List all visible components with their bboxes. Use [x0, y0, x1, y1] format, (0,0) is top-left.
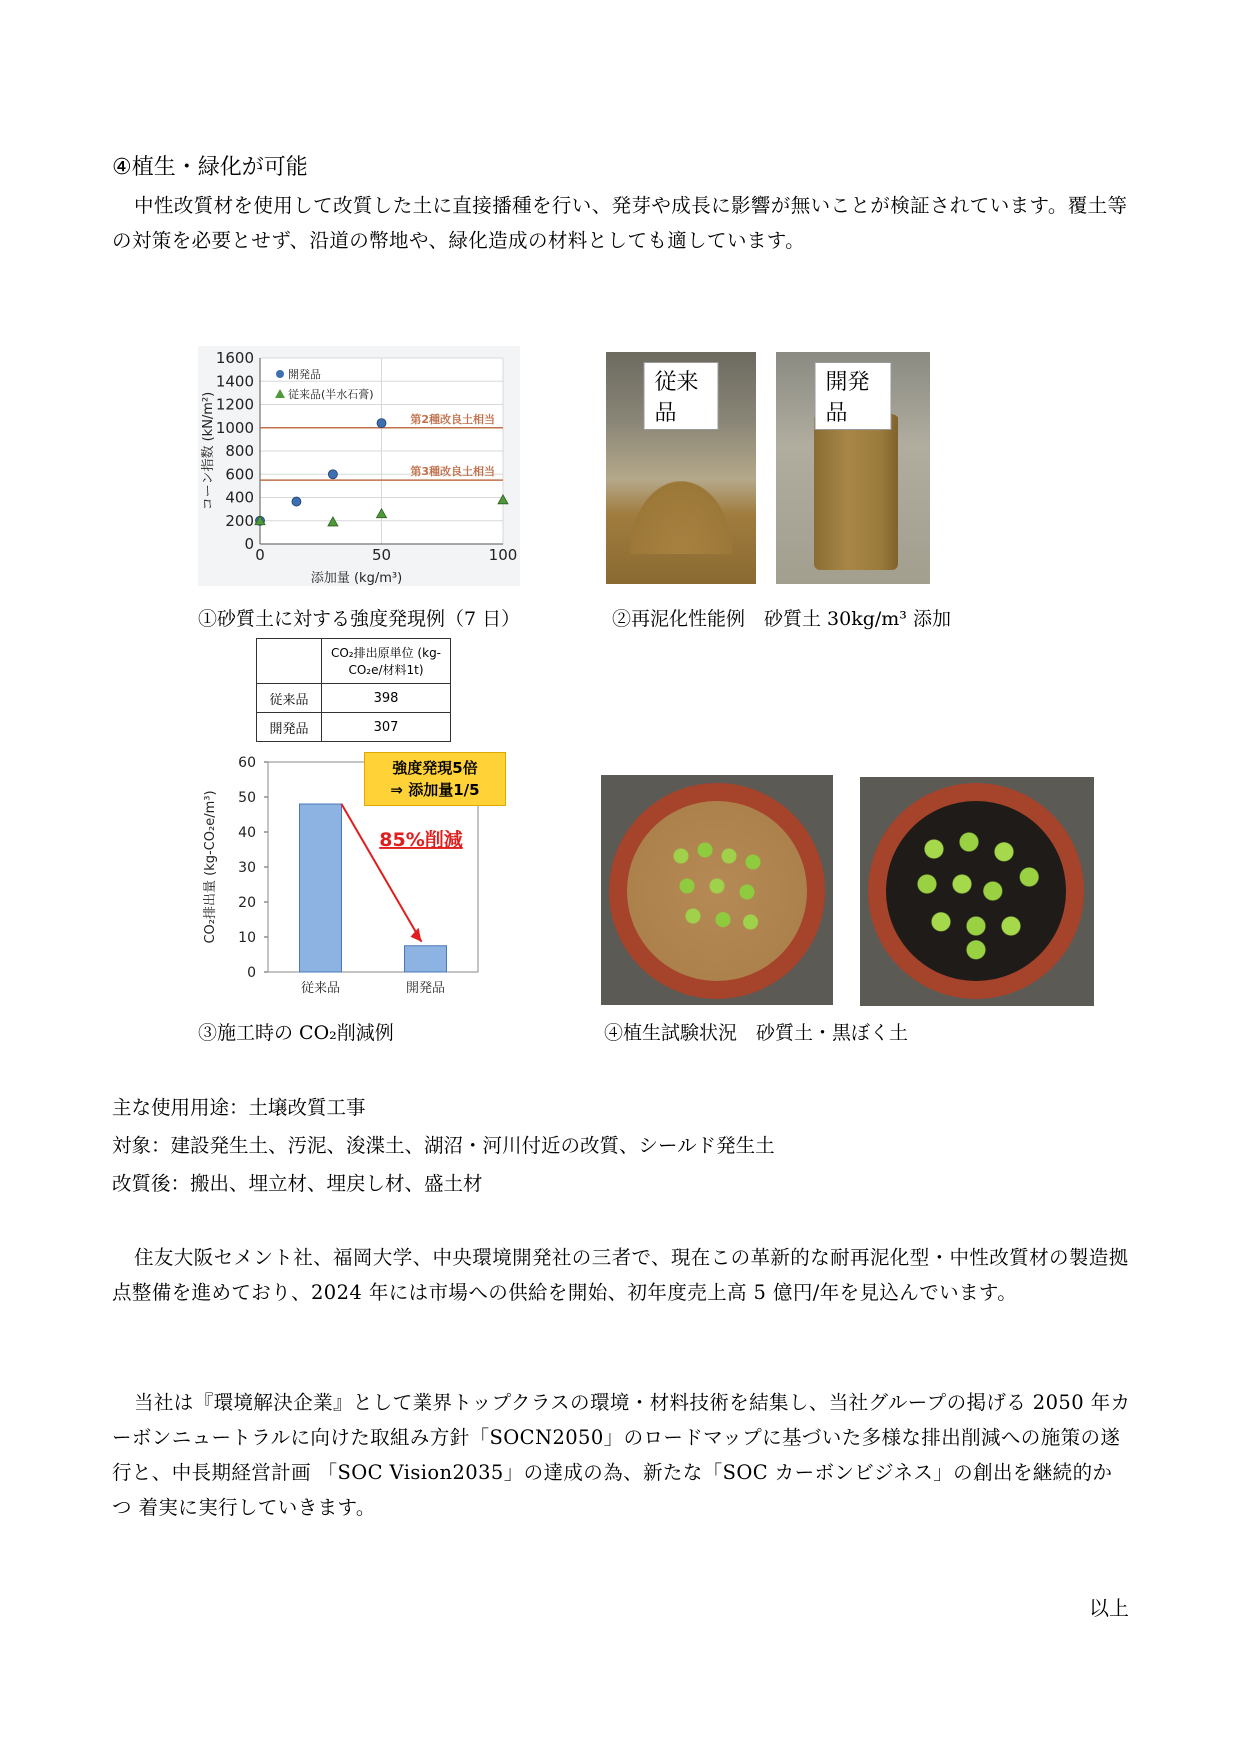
seedlings-sandy	[657, 826, 777, 946]
y-tick-label: 400	[225, 488, 254, 507]
usage-line-1: 主な使用用途：土壌改質工事	[112, 1096, 366, 1119]
section-title: ④植生・緑化が可能	[112, 155, 308, 180]
paragraph-3: 当社は『環境解決企業』として業界トップクラスの環境・材料技術を結集し、当社グループの掲げる 2050 年カーボンニュートラルに向けた取組み方針「SOCN2050」のロードマップに基づいた多様な排出削減への施策の遂行と、中長期経営計画 「SOC Vision2035」の達成の為、新たな「SOC カーボンビジネス」の創出を継続的かつ 着実に実行していきます。	[112, 1391, 1131, 1519]
photo-label-developed: 開発品	[815, 362, 892, 430]
table-row	[257, 713, 451, 742]
section-paragraph: 中性改質材を使用して改質した土に直接播種を行い、発芽や成長に影響が無いことが検証されています。覆土等の対策を必要とせず、沿道の幣地や、緑化造成の材料としても適しています。	[112, 194, 1128, 252]
y-axis-label: コーン指数 (kN/m²)	[201, 391, 216, 511]
callout-line2: ⇒ 添加量1/5	[390, 781, 480, 799]
reference-line-label: 第2種改良土相当	[410, 412, 495, 426]
y-tick-label: 1600	[215, 349, 254, 367]
y-tick-label: 200	[225, 511, 254, 530]
y-tick-label: 1200	[215, 395, 254, 414]
soil-black	[886, 801, 1066, 981]
co2-row-label: 開発品	[257, 713, 322, 742]
co2-table-wrap	[256, 638, 451, 742]
x-axis-label: 添加量 (kg/m³)	[310, 571, 403, 586]
soil-cylinder	[814, 410, 898, 570]
fig4-caption: ④植生試験状況 砂質土・黒ぼく土	[604, 1022, 909, 1044]
fig2-caption: ②再泥化性能例 砂質土 30kg/m³ 添加	[612, 608, 951, 630]
callout-line1: 強度発現5倍	[392, 759, 478, 777]
y-tick-label: 1000	[215, 418, 254, 437]
sand-pile	[621, 469, 741, 554]
reference-line-label: 第3種改良土相当	[410, 465, 495, 479]
usage-line-3: 改質後：搬出、埋立材、埋戻し材、盛土材	[112, 1172, 483, 1195]
x-tick-label: 0	[255, 546, 265, 564]
x-tick-label: 従来品	[300, 981, 341, 996]
co2-row-value: 398	[322, 684, 451, 713]
strength-chart	[198, 346, 520, 586]
fig1-caption: ①砂質土に対する強度発現例（7 日）	[198, 608, 521, 630]
pot-black	[868, 783, 1084, 999]
photo-developed	[776, 352, 930, 584]
reduction-label: 85%削減	[379, 829, 463, 851]
photo-label-conventional: 従来品	[644, 362, 719, 430]
data-point	[328, 470, 337, 479]
co2-row-label: 従来品	[257, 684, 322, 713]
legend-label: 従来品(半水石膏)	[288, 388, 374, 401]
table-row	[257, 684, 451, 713]
y-tick-label: 600	[225, 465, 254, 484]
y-tick-label: 50	[238, 790, 256, 806]
y-tick-label: 0	[244, 535, 254, 553]
reduction-arrow	[342, 804, 422, 942]
paragraph-2: 住友大阪セメント社、福岡大学、中央環境開発社の三者で、現在この革新的な耐再泥化型・中性改質材の製造拠点整備を進めており、2024 年には市場への供給を開始、初年度売上高 5 億円/年を見込んでいます。	[112, 1246, 1129, 1304]
legend-label: 開発品	[288, 368, 321, 381]
fig3-caption: ③施工時の CO₂削減例	[198, 1022, 394, 1044]
reduction-arrow-head	[411, 928, 422, 942]
co2-table	[256, 638, 451, 742]
x-tick-label: 50	[371, 546, 392, 564]
co2-table-header: CO₂排出原単位 (kg-CO₂e/材料1t)	[322, 639, 451, 684]
co2-row-value: 307	[322, 713, 451, 742]
bar	[405, 946, 447, 972]
pot-sandy	[609, 783, 825, 999]
y-tick-label: 40	[238, 825, 256, 841]
y-tick-label: 30	[238, 860, 256, 876]
bar	[300, 804, 342, 972]
y-tick-label: 10	[238, 930, 256, 946]
photo-planting-black	[860, 777, 1094, 1006]
strength-callout	[364, 752, 506, 806]
y-tick-label: 20	[238, 895, 256, 911]
y-axis-label: CO₂排出量 (kg-CO₂e/m³)	[203, 790, 218, 944]
strength-chart-svg	[198, 346, 520, 586]
usage-line-2: 対象：建設発生土、汚泥、浚渫土、湖沼・河川付近の改質、シールド発生土	[112, 1134, 775, 1157]
seedlings-black	[906, 821, 1046, 961]
photo-conventional	[606, 352, 756, 584]
y-tick-label: 0	[247, 965, 256, 981]
photo-planting-sandy	[601, 775, 833, 1005]
data-point	[292, 497, 301, 506]
legend-marker	[276, 370, 284, 378]
y-tick-label: 60	[238, 755, 256, 771]
y-tick-label: 1400	[215, 372, 254, 391]
closing-text: 以上	[1089, 1596, 1129, 1620]
soil-sandy	[627, 801, 807, 981]
data-point	[377, 419, 386, 428]
x-tick-label: 100	[488, 546, 518, 564]
y-tick-label: 800	[225, 442, 254, 460]
x-tick-label: 開発品	[405, 981, 446, 996]
